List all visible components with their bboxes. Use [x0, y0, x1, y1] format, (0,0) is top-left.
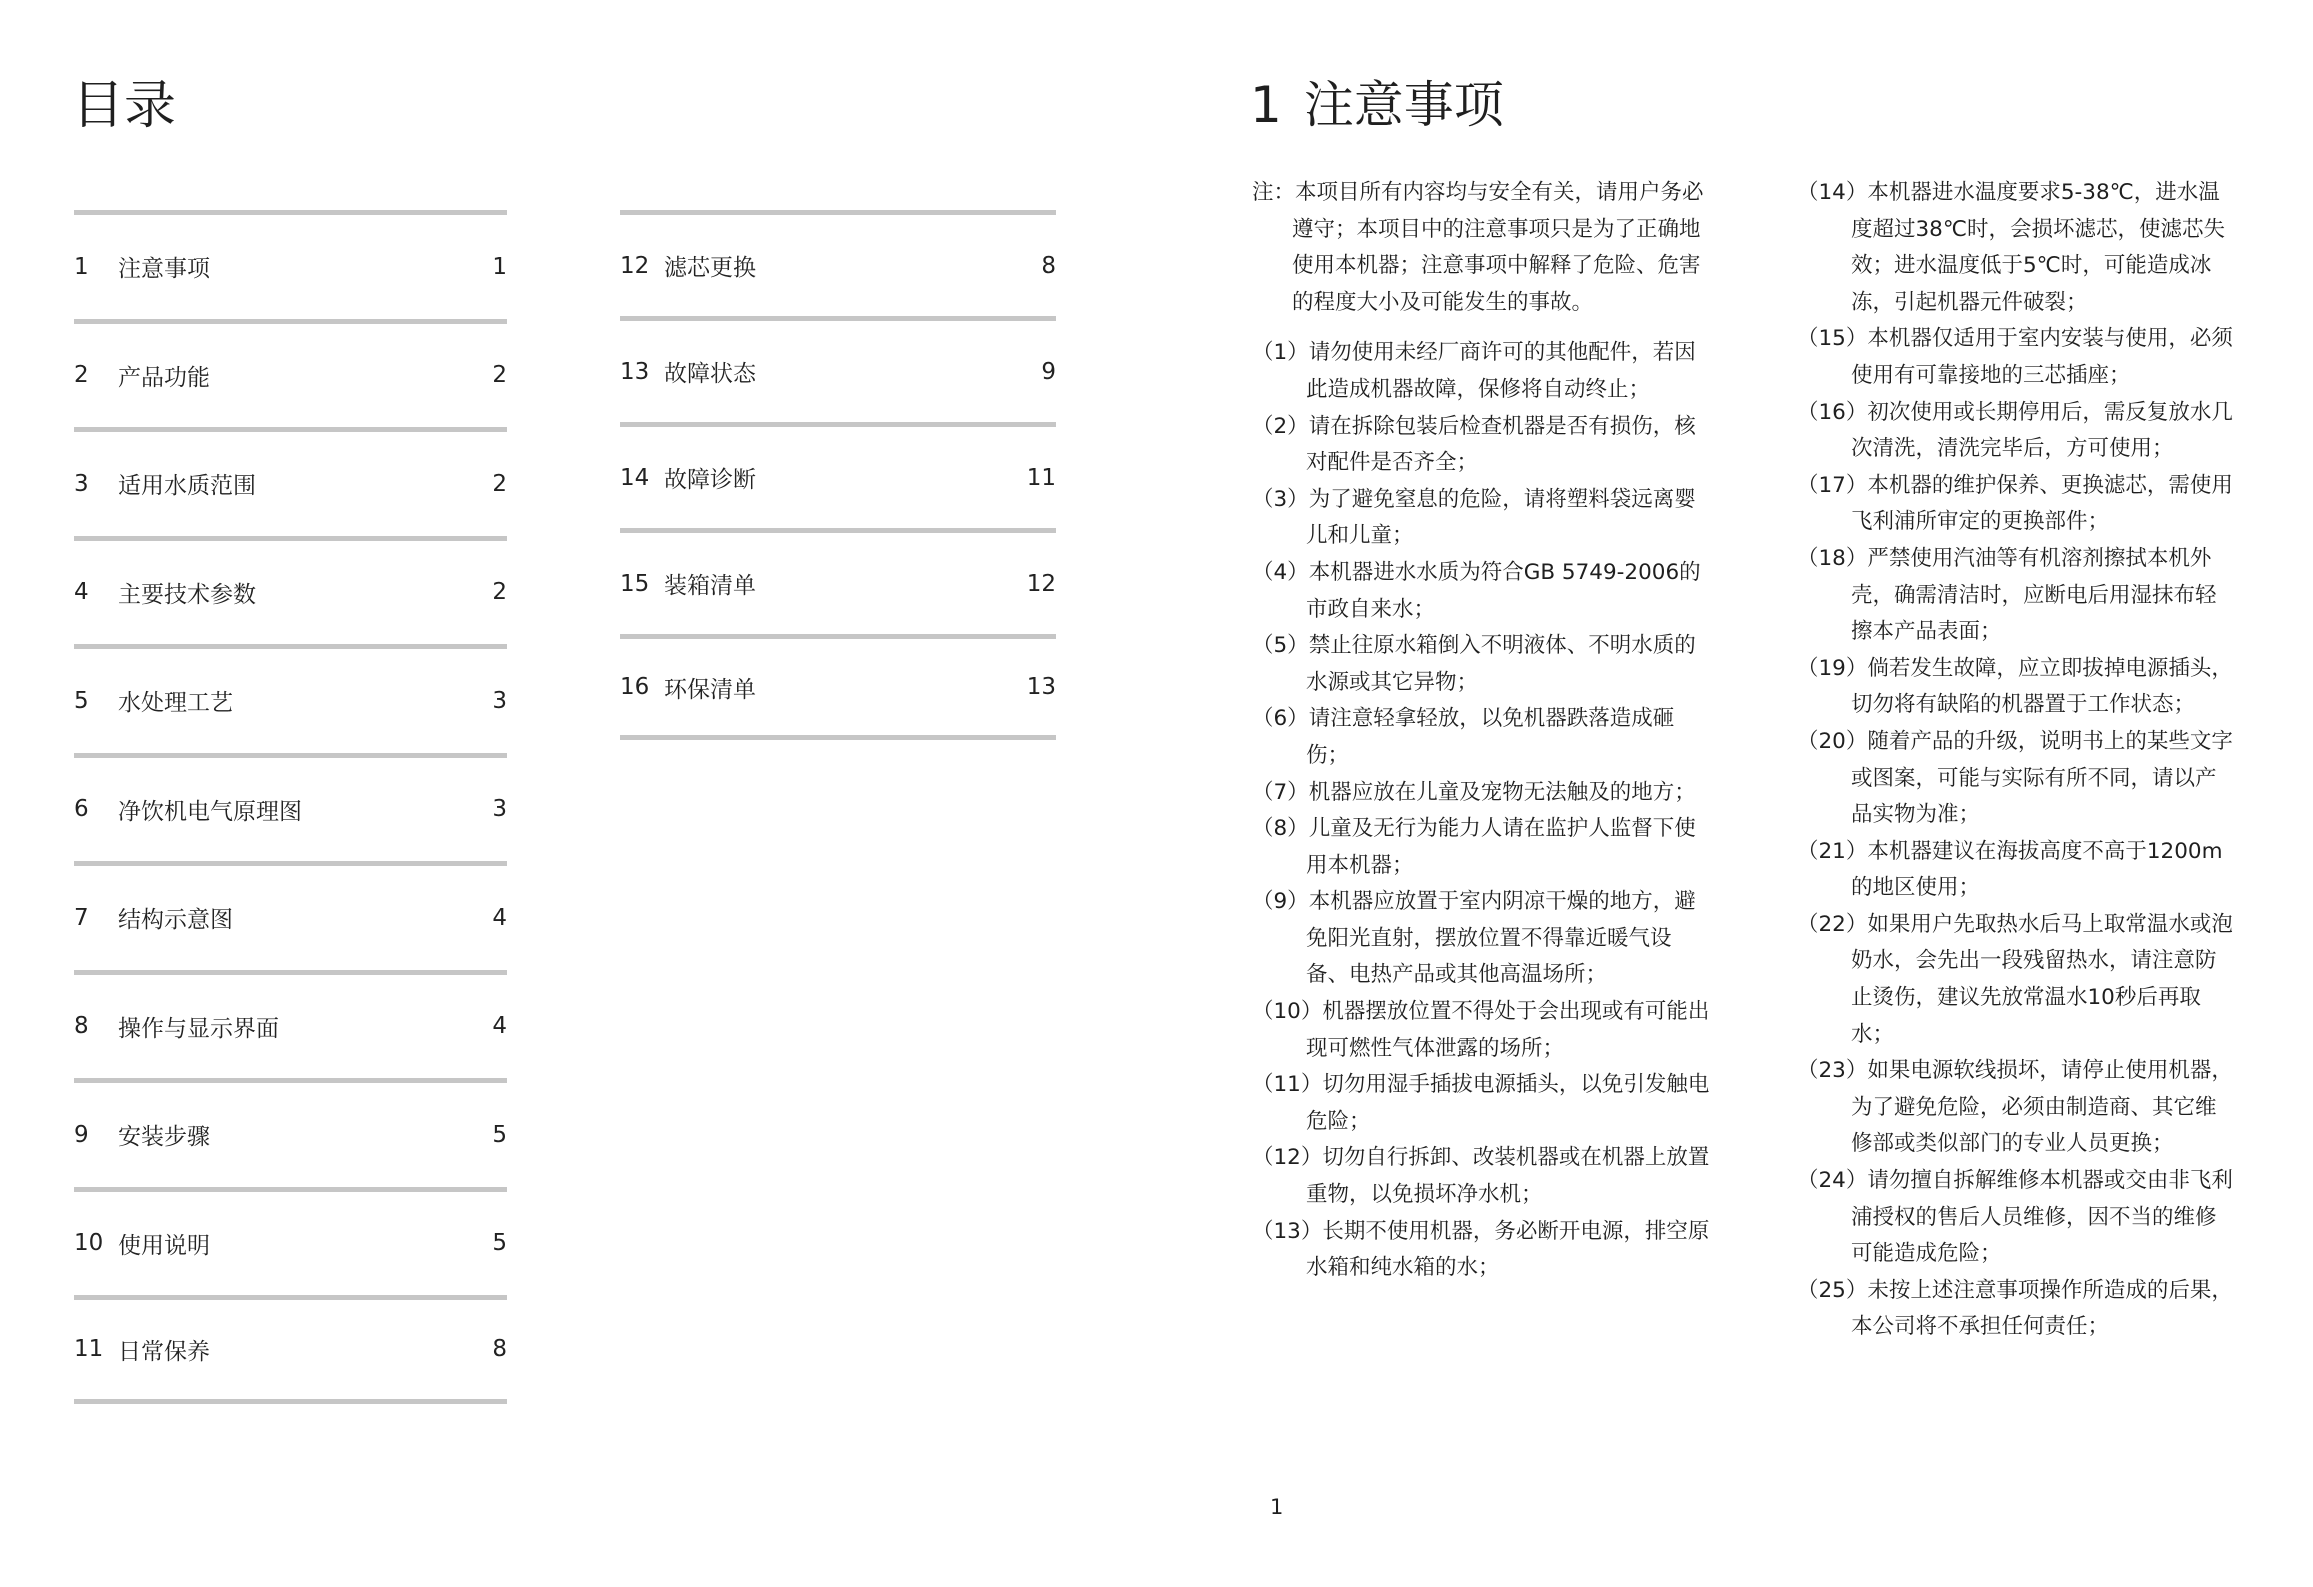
toc-item-label: 产品功能: [118, 364, 210, 391]
note-index: （1）: [1252, 340, 1309, 366]
note-item: [1252, 628, 1712, 701]
toc-item-page: 2: [492, 362, 507, 389]
note-text: 倘若发生故障，应立即拔掉电源插头，切勿将有缺陷的机器置于工作状态；: [1851, 655, 2233, 718]
note-index: （15）: [1797, 326, 1868, 352]
toc-item[interactable]: [620, 422, 1056, 528]
toc-item-page: 2: [492, 470, 507, 497]
note-index: （24）: [1797, 1168, 1868, 1194]
note-index: （11）: [1252, 1072, 1323, 1098]
note-index: （9）: [1252, 889, 1309, 915]
note-index: （18）: [1797, 545, 1868, 571]
toc-item-number: 12: [620, 252, 650, 279]
notes-left-list: [1252, 335, 1712, 1286]
toc-item[interactable]: [74, 210, 507, 319]
note-index: （8）: [1252, 816, 1309, 842]
note-item: [1797, 468, 2237, 541]
note-index: （23）: [1797, 1058, 1868, 1084]
toc-item-number: 13: [620, 358, 650, 385]
toc-item-number: 5: [74, 687, 89, 714]
note-item: [1252, 1214, 1712, 1287]
toc-item[interactable]: [74, 427, 507, 536]
note-index: （3）: [1252, 486, 1309, 512]
toc-item-number: 7: [74, 904, 89, 931]
note-index: （20）: [1797, 728, 1868, 754]
note-item: [1797, 1273, 2237, 1346]
note-item: [1252, 335, 1712, 408]
note-text: 如果用户先取热水后马上取常温水或泡奶水，会先出一段残留热水，请注意防止烫伤，建议先放常温水10秒后再取水；: [1851, 911, 2233, 1047]
toc-item-page: 1: [492, 253, 507, 280]
note-text: 本机器进水水质为符合GB 5749-2006的市政自来水；: [1306, 559, 1701, 622]
note-index: （21）: [1797, 838, 1868, 864]
note-index: （17）: [1797, 472, 1868, 498]
note-text: 长期不使用机器，务必断开电源，排空原水箱和纯水箱的水；: [1306, 1218, 1710, 1281]
toc-item[interactable]: [74, 536, 507, 645]
toc-left-column: [74, 210, 507, 1404]
note-text: 本机器建议在海拔高度不高于1200m的地区使用；: [1851, 838, 2223, 901]
toc-item[interactable]: [620, 210, 1056, 316]
toc-item-page: 9: [1041, 358, 1056, 385]
toc-title: 目录: [72, 76, 177, 136]
note-item: [1252, 775, 1712, 812]
note-text: 本机器进水温度要求5-38℃，进水温度超过38℃时，会损坏滤芯，使滤芯失效；进水温度低于5℃时，可能造成冰冻，引起机器元件破裂；: [1851, 180, 2226, 315]
note-item: [1252, 555, 1712, 628]
toc-item-number: 14: [620, 464, 650, 491]
toc-item[interactable]: [74, 753, 507, 862]
note-index: （25）: [1797, 1277, 1868, 1303]
toc-item-label: 主要技术参数: [118, 581, 256, 608]
toc-item-number: 10: [74, 1230, 104, 1257]
note-item: [1252, 994, 1712, 1067]
toc-item-label: 故障状态: [664, 361, 756, 387]
note-index: （7）: [1252, 779, 1309, 805]
note-index: （5）: [1252, 633, 1309, 659]
note-index: （13）: [1252, 1218, 1323, 1244]
toc-item[interactable]: [74, 644, 507, 753]
note-item: [1797, 175, 2237, 321]
notes-right-column: [1797, 175, 2237, 1346]
toc-item-number: 3: [74, 470, 89, 497]
notes-intro: 注：本项目所有内容均与安全有关，请用户务必遵守；本项目中的注意事项只是为了正确地使用本机器；注意事项中解释了危险、危害的程度大小及可能发生的事故。: [1252, 180, 1704, 315]
note-item: [1797, 907, 2237, 1053]
toc-item-label: 装箱清单: [664, 573, 756, 599]
toc-item[interactable]: [74, 1295, 507, 1404]
toc-item-label: 净饮机电气原理图: [118, 798, 302, 825]
note-item: [1797, 321, 2237, 394]
note-index: （19）: [1797, 655, 1868, 681]
note-text: 禁止往原水箱倒入不明液体、不明水质的水源或其它异物；: [1306, 633, 1696, 695]
note-index: （4）: [1252, 559, 1309, 585]
note-item: [1252, 884, 1712, 994]
note-item: [1252, 409, 1712, 482]
note-item: [1797, 1163, 2237, 1273]
toc-item-page: 13: [1026, 674, 1056, 700]
toc-item-label: 水处理工艺: [118, 690, 233, 717]
toc-item-number: 15: [620, 570, 650, 597]
note-item: [1252, 1140, 1712, 1213]
toc-item-page: 4: [492, 904, 507, 931]
note-index: （2）: [1252, 413, 1309, 439]
toc-item-page: 12: [1026, 570, 1056, 597]
toc-item-page: 4: [492, 1013, 507, 1040]
note-text: 请勿擅自拆解维修本机器或交由非飞利浦授权的售后人员维修，因不当的维修可能造成危险；: [1851, 1168, 2233, 1267]
note-index: （10）: [1252, 999, 1323, 1025]
note-item: [1252, 701, 1712, 774]
note-item: [1797, 395, 2237, 468]
toc-item[interactable]: [74, 1187, 507, 1296]
toc-item-page: 5: [492, 1230, 507, 1257]
toc-item-number: 6: [74, 796, 89, 823]
toc-right-column: [620, 210, 1056, 740]
toc-item-label: 滤芯更换: [664, 255, 756, 281]
toc-item[interactable]: [74, 970, 507, 1079]
toc-item[interactable]: [74, 861, 507, 970]
toc-item[interactable]: [620, 316, 1056, 422]
notes-left-column: [1252, 175, 1712, 1287]
note-index: （22）: [1797, 911, 1868, 937]
note-item: [1797, 1053, 2237, 1163]
toc-item-label: 故障诊断: [664, 467, 756, 493]
note-index: （12）: [1252, 1145, 1323, 1171]
note-text: 本机器应放置于室内阴凉干燥的地方，避免阳光直射，摆放位置不得靠近暖气设备、电热产品或其他高温场所；: [1306, 889, 1696, 988]
note-text: 未按上述注意事项操作所造成的后果，本公司将不承担任何责任；: [1851, 1277, 2233, 1340]
page-number: 1: [1270, 1495, 1284, 1519]
toc-item-label: 操作与显示界面: [118, 1015, 279, 1042]
toc-item[interactable]: [620, 528, 1056, 634]
note-text: 切勿自行拆卸、改装机器或在机器上放置重物，以免损坏净水机；: [1306, 1145, 1710, 1208]
toc-item-number: 11: [74, 1336, 104, 1363]
note-item: [1252, 1067, 1712, 1140]
toc-item-page: 8: [492, 1336, 507, 1363]
toc-item-label: 日常保养: [118, 1338, 210, 1365]
note-item: [1797, 541, 2237, 651]
note-text: 如果电源软线损坏，请停止使用机器，为了避免危险，必须由制造商、其它维修部或类似部门的专业人员更换；: [1851, 1058, 2233, 1157]
toc-item-number: 9: [74, 1121, 89, 1148]
toc-item[interactable]: [74, 1078, 507, 1187]
note-index: （14）: [1797, 180, 1868, 205]
note-item: [1252, 482, 1712, 555]
toc-item[interactable]: [74, 319, 507, 428]
notes-right-list: [1797, 175, 2237, 1346]
toc-item-page: 11: [1026, 464, 1056, 491]
note-text: 请在拆除包装后检查机器是否有损伤，核对配件是否齐全；: [1306, 413, 1696, 476]
note-item: [1797, 651, 2237, 724]
toc-item[interactable]: [620, 634, 1056, 740]
note-text: 机器应放在儿童及宠物无法触及的地方；: [1308, 779, 1696, 805]
note-text: 严禁使用汽油等有机溶剂擦拭本机外壳，确需清洁时，应断电后用湿抹布轻擦本产品表面；: [1851, 545, 2217, 645]
section-heading: [1250, 78, 1504, 133]
section-title: 注意事项: [1303, 76, 1504, 134]
toc-item-number: 2: [74, 362, 89, 389]
note-text: 随着产品的升级，说明书上的某些文字或图案，可能与实际有所不同，请以产品实物为准；: [1851, 728, 2233, 828]
toc-item-number: 4: [74, 579, 89, 606]
toc-item-label: 使用说明: [118, 1232, 210, 1259]
note-text: 本机器仅适用于室内安装与使用，必须使用有可靠接地的三芯插座；: [1851, 326, 2233, 388]
note-text: 为了避免窒息的危险，请将塑料袋远离婴儿和儿童；: [1306, 486, 1696, 549]
toc-item-page: 2: [492, 579, 507, 606]
toc-item-label: 注意事项: [118, 256, 210, 283]
note-text: 初次使用或长期停用后，需反复放水几次清洗，清洗完毕后，方可使用；: [1851, 399, 2233, 462]
toc-item-page: 5: [492, 1121, 507, 1148]
note-text: 儿童及无行为能力人请在监护人监督下使用本机器；: [1306, 816, 1696, 878]
toc-item-label: 环保清单: [664, 676, 756, 703]
toc-item-page: 3: [492, 687, 507, 714]
note-text: 机器摆放位置不得处于会出现或有可能出现可燃性气体泄露的场所；: [1306, 999, 1710, 1061]
toc-item-number: 16: [620, 674, 650, 700]
note-text: 切勿用湿手插拔电源插头，以免引发触电危险；: [1306, 1072, 1710, 1134]
note-index: （16）: [1797, 399, 1868, 425]
note-item: [1252, 811, 1712, 884]
note-text: 请勿使用未经厂商许可的其他配件，若因此造成机器故障，保修将自动终止；: [1306, 340, 1696, 402]
note-item: [1797, 724, 2237, 834]
toc-item-number: 8: [74, 1013, 89, 1040]
section-number: 1: [1250, 76, 1282, 134]
toc-item-page: 3: [492, 796, 507, 823]
toc-item-label: 结构示意图: [118, 907, 233, 934]
toc-item-page: 8: [1041, 252, 1056, 279]
note-item: [1797, 834, 2237, 907]
toc-item-number: 1: [74, 253, 89, 280]
note-text: 请注意轻拿轻放，以免机器跌落造成砸伤；: [1306, 706, 1675, 768]
note-text: 本机器的维护保养、更换滤芯，需使用飞利浦所审定的更换部件；: [1851, 472, 2233, 535]
note-index: （6）: [1252, 706, 1309, 732]
toc-item-label: 安装步骤: [118, 1124, 210, 1151]
toc-item-label: 适用水质范围: [118, 473, 256, 500]
